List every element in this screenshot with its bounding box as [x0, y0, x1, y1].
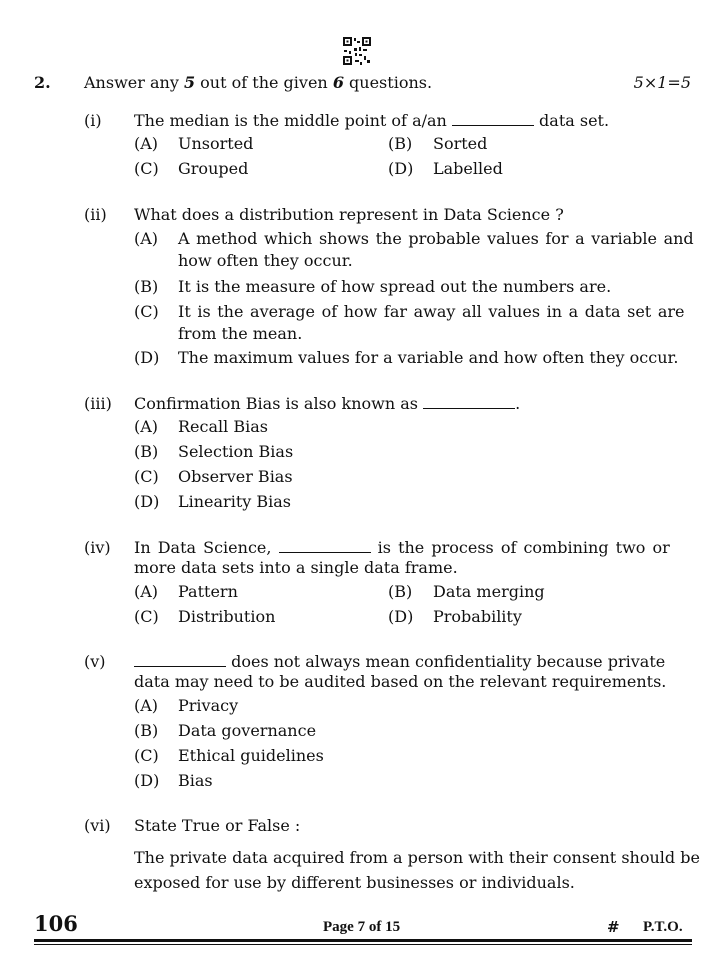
item-number: (iii) [84, 394, 112, 413]
item-stem: The median is the middle point of a/an data set. [134, 111, 610, 130]
option-text: Sorted [433, 134, 488, 153]
option-text: Privacy [178, 696, 239, 715]
option-label: (B) [388, 582, 413, 601]
option-text: Selection Bias [178, 442, 294, 461]
item-stem: Confirmation Bias is also known as . [134, 394, 521, 413]
option-text: Probability [433, 607, 522, 626]
option-label: (C) [134, 746, 159, 765]
option-text: Pattern [178, 582, 238, 601]
item-stem: In Data Science, is the process of combining two or [134, 538, 670, 557]
option-label: (D) [134, 348, 160, 367]
pto-label: P.T.O. [643, 919, 683, 935]
statement-line: The private data acquired from a person with their consent should be [134, 848, 700, 867]
paper-code: 106 [34, 911, 78, 936]
option-label: (D) [134, 771, 160, 790]
answer-blank [279, 540, 371, 553]
option-text: Grouped [178, 159, 249, 178]
question-marks: 5×1=5 [633, 73, 691, 92]
option-text: It is the average of how far away all values in a data set are [178, 302, 685, 321]
answer-blank [423, 396, 515, 409]
option-label: (B) [134, 277, 159, 296]
question-number: 2. [34, 73, 51, 92]
option-text: Recall Bias [178, 417, 268, 436]
option-label: (B) [134, 721, 159, 740]
option-label: (B) [134, 442, 159, 461]
option-label: (B) [388, 134, 413, 153]
option-label: (A) [134, 582, 159, 601]
option-label: (C) [134, 467, 159, 486]
option-label: (A) [134, 417, 159, 436]
footer-rule-thick [34, 939, 692, 942]
item-number: (ii) [84, 205, 107, 224]
hash-mark: # [607, 918, 620, 936]
option-label: (D) [134, 492, 160, 511]
answer-blank [134, 654, 226, 667]
option-text: Data governance [178, 721, 317, 740]
option-label: (D) [388, 607, 414, 626]
item-number: (v) [84, 652, 106, 671]
option-label: (C) [134, 607, 159, 626]
option-text: It is the measure of how spread out the numbers are. [178, 277, 612, 296]
option-label: (A) [134, 696, 159, 715]
footer-rule-thin [34, 944, 692, 945]
item-stem-line2: data may need to be audited based on the relevant requirements. [134, 672, 667, 691]
item-stem-line2: more data sets into a single data frame. [134, 558, 458, 577]
option-label: (A) [134, 134, 159, 153]
option-label: (C) [134, 159, 159, 178]
option-label: (C) [134, 302, 159, 321]
item-stem: What does a distribution represent in Data Science ? [134, 205, 564, 224]
option-label: (D) [388, 159, 414, 178]
page-number: Page 7 of 15 [323, 919, 401, 935]
option-text: Data merging [433, 582, 545, 601]
option-text: how often they occur. [178, 251, 353, 270]
question-instruction: Answer any 5 out of the given 6 questions. [84, 73, 433, 92]
option-text: Ethical guidelines [178, 746, 324, 765]
option-text: The maximum values for a variable and how often they occur. [178, 348, 679, 367]
option-text: A method which shows the probable values for a variable and [178, 229, 694, 248]
item-stem: State True or False : [134, 816, 301, 835]
qr-code-icon [342, 36, 372, 66]
item-stem: does not always mean confidentiality because private [134, 652, 665, 672]
item-number: (vi) [84, 816, 111, 835]
item-number: (iv) [84, 538, 111, 557]
option-text: Distribution [178, 607, 276, 626]
option-label: (A) [134, 229, 159, 248]
option-text: Linearity Bias [178, 492, 291, 511]
option-text: Unsorted [178, 134, 254, 153]
option-text: Observer Bias [178, 467, 293, 486]
option-text: Bias [178, 771, 213, 790]
item-number: (i) [84, 111, 102, 130]
option-text: from the mean. [178, 324, 303, 343]
option-text: Labelled [433, 159, 503, 178]
answer-blank [452, 113, 534, 126]
statement-line: exposed for use by different businesses or individuals. [134, 873, 575, 892]
